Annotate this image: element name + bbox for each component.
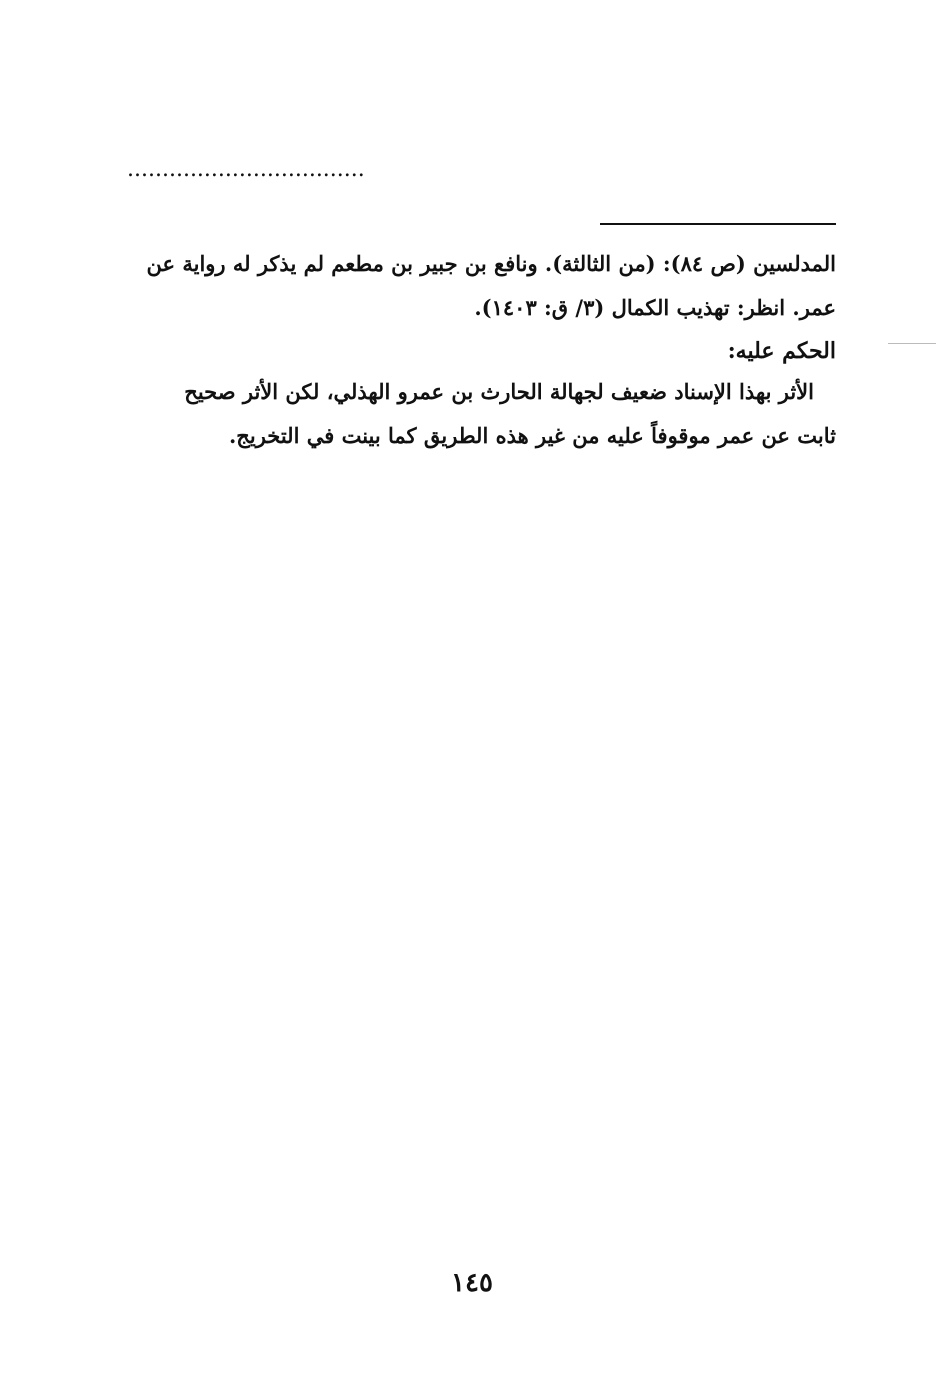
judgment-paragraph <box>116 370 836 458</box>
scan-mark <box>888 343 936 344</box>
footnote-rule <box>600 223 836 225</box>
separator-dots: .................................. <box>127 158 365 182</box>
judgment-line-2: ثابت عن عمر موقوفاً عليه من غير هذه الطريق كما بينت في التخريج. <box>228 423 836 448</box>
footnote-line-1: المدلسين (ص ٨٤): (من الثالثة). ونافع بن جبير بن مطعم لم يذكر له رواية عن <box>146 251 836 276</box>
judgment-heading: الحكم عليه: <box>727 338 836 364</box>
footnote-line-2: عمر. انظر: تهذيب الكمال (٣/ ق: ١٤٠٣). <box>474 295 836 320</box>
page-number: ١٤٥ <box>451 1268 493 1298</box>
footnote-block <box>116 242 836 330</box>
judgment-line-1: الأثر بهذا الإسناد ضعيف لجهالة الحارث بن عمرو الهذلي، لكن الأثر صحيح <box>184 379 814 404</box>
